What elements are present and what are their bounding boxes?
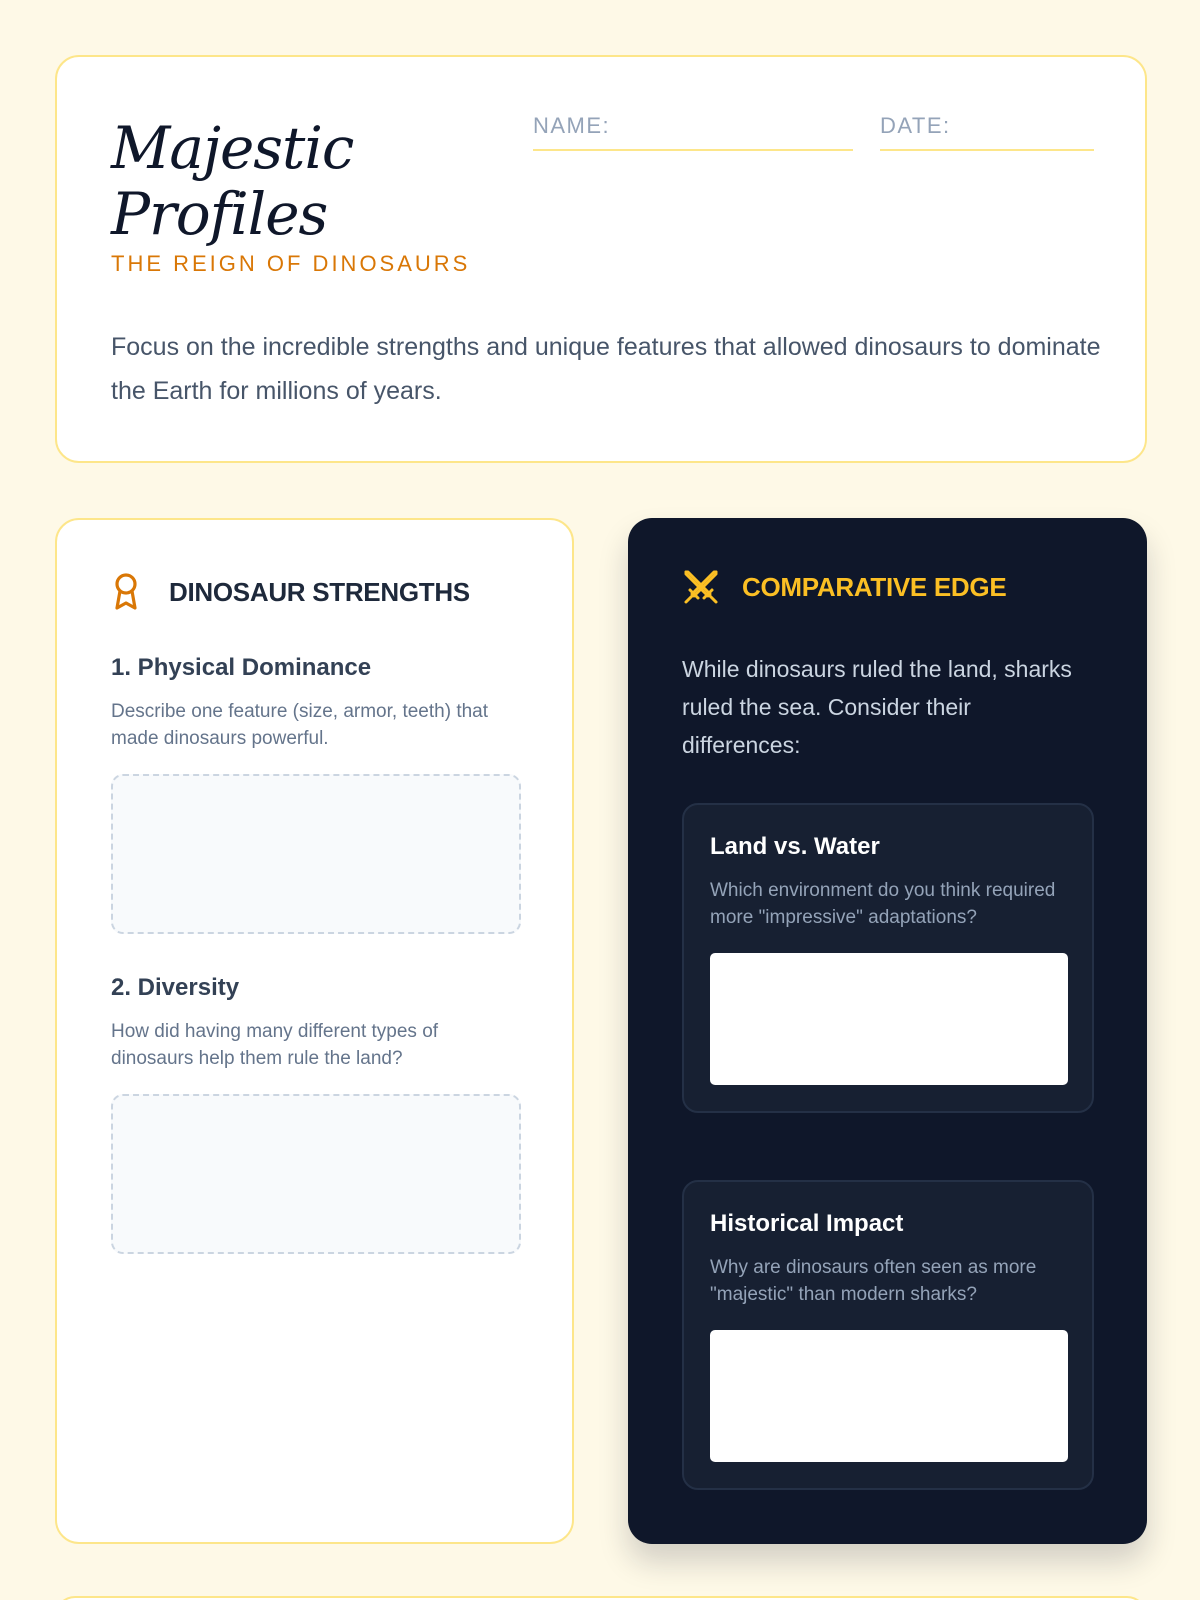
- strengths-header: [111, 572, 470, 612]
- question-description: Why are dinosaurs often seen as more "majestic" than modern sharks?: [710, 1257, 1037, 1305]
- crossed-swords-icon: [682, 568, 720, 606]
- page-title-line2: Profiles: [111, 180, 328, 248]
- question-historical-impact: [682, 1180, 1094, 1490]
- answer-box-diversity[interactable]: [111, 1094, 521, 1254]
- question-diversity: [111, 974, 521, 1254]
- name-field[interactable]: [533, 109, 853, 151]
- question-title: Land vs. Water: [710, 833, 880, 860]
- question-land-vs-water: [682, 803, 1094, 1113]
- date-field[interactable]: [880, 109, 1094, 151]
- question-description: Which environment do you think required more "impressive" adaptations?: [710, 880, 1056, 928]
- edge-header: [682, 568, 1006, 606]
- question-physical-dominance: [111, 654, 521, 934]
- strengths-title: DINOSAUR STRENGTHS: [169, 576, 470, 607]
- strengths-card: [55, 518, 574, 1544]
- header-card: [55, 55, 1147, 463]
- intro-text: Focus on the incredible strengths and unique features that allowed dinosaurs to dominate the Earth for millions of years.: [111, 333, 1101, 405]
- question-title: 1. Physical Dominance: [111, 654, 372, 681]
- question-description: Describe one feature (size, armor, teeth) that made dinosaurs powerful.: [111, 701, 489, 749]
- question-title: Historical Impact: [710, 1210, 904, 1237]
- question-title: 2. Diversity: [111, 974, 240, 1001]
- page-title-line1: Majestic: [111, 114, 354, 182]
- page-title: [111, 115, 470, 247]
- title-block: [111, 115, 470, 277]
- page-subtitle: THE REIGN OF DINOSAURS: [111, 251, 471, 276]
- next-section-card: [55, 1596, 1147, 1600]
- date-label: DATE:: [880, 113, 951, 138]
- answer-box-physical-dominance[interactable]: [111, 774, 521, 934]
- answer-box-historical-impact[interactable]: [710, 1330, 1068, 1462]
- question-description: How did having many different types of dinosaurs help them rule the land?: [111, 1021, 439, 1069]
- award-ribbon-icon: [111, 572, 141, 612]
- answer-box-land-vs-water[interactable]: [710, 953, 1068, 1085]
- name-label: NAME:: [533, 113, 611, 138]
- edge-intro-text: While dinosaurs ruled the land, sharks ruled the sea. Consider their differences:: [682, 656, 1072, 758]
- edge-title: COMPARATIVE EDGE: [742, 571, 1007, 602]
- comparative-edge-card: [628, 518, 1147, 1544]
